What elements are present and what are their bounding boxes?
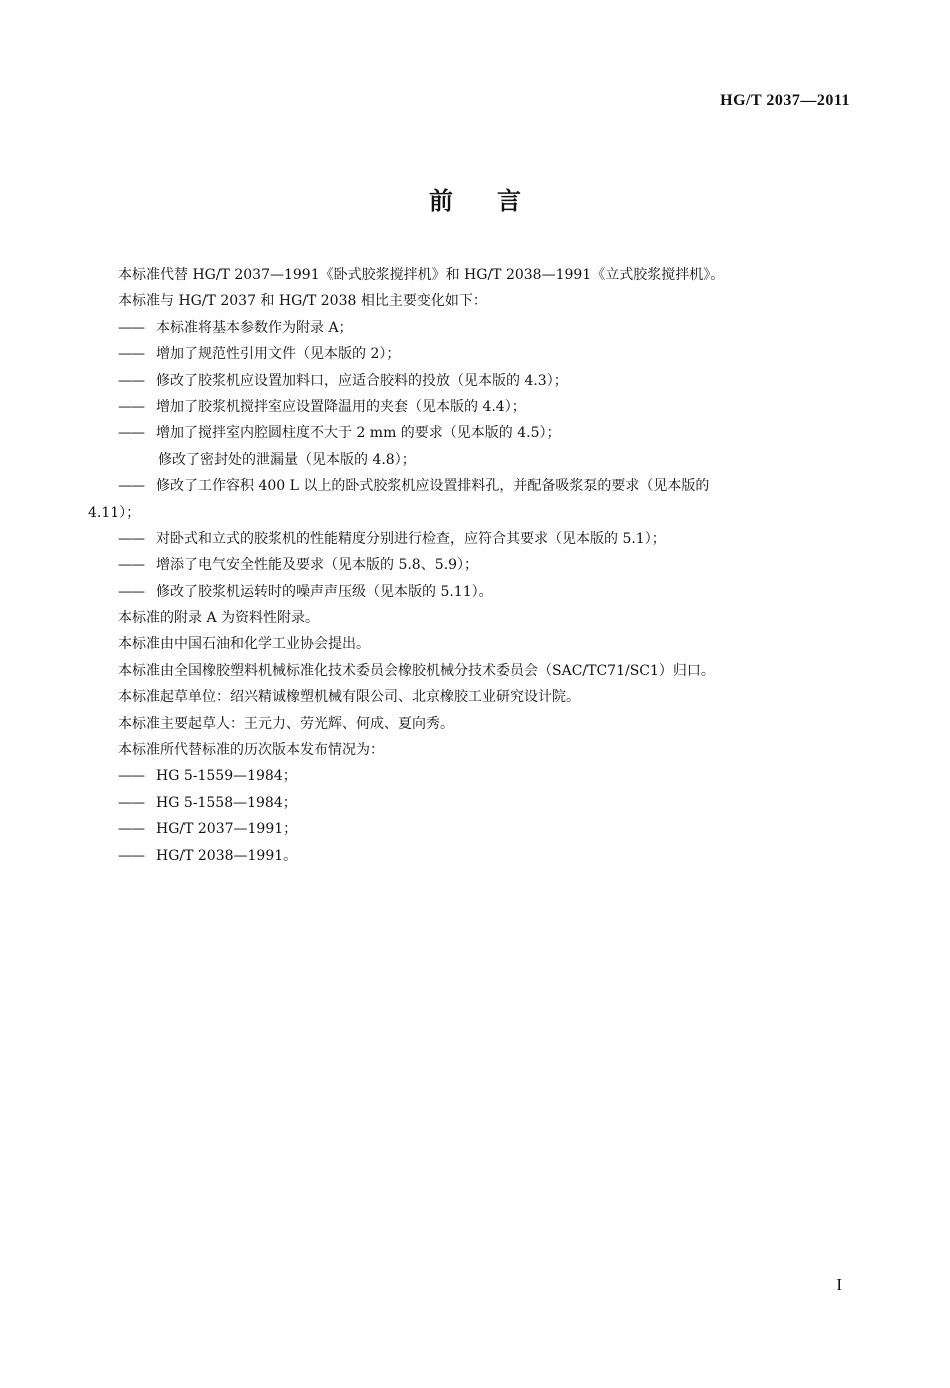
history-item-text: HG/T 2038—1991。: [156, 847, 298, 864]
paragraph: 本标准与 HG/T 2037 和 HG/T 2038 相比主要变化如下：: [118, 293, 487, 310]
dash-marker: ——: [118, 583, 144, 600]
dash-marker: ——: [118, 794, 144, 811]
dash-marker: ——: [118, 768, 144, 785]
list-item: [88, 394, 864, 420]
paragraph: 本标准由全国橡胶塑料机械标准化技术委员会橡胶机械分技术委员会（SAC/TC71/SC1）归口。: [118, 662, 715, 679]
dash-marker: ——: [118, 346, 144, 363]
list-item-text: 对卧式和立式的胶浆机的性能精度分别进行检查，应符合其要求（见本版的 5.1）；: [156, 530, 666, 547]
list-item-text: 修改了胶浆机运转时的噪声声压级（见本版的 5.11）。: [156, 583, 493, 600]
list-item: [88, 368, 864, 394]
dash-marker: ——: [118, 398, 144, 415]
list-item: [88, 447, 864, 473]
history-item: [88, 816, 864, 842]
dash-marker: ——: [118, 319, 144, 336]
list-item-text: 本标准将基本参数作为附录 A；: [156, 319, 353, 336]
history-item-text: HG 5-1559—1984；: [156, 768, 297, 785]
dash-marker: ——: [118, 478, 144, 495]
list-item-continuation: 4.11）；: [88, 504, 141, 521]
list-item-text: 增加了胶浆机搅拌室应设置降温用的夹套（见本版的 4.4）；: [156, 398, 526, 415]
list-item-text: 修改了密封处的泄漏量（见本版的 4.8）；: [158, 451, 416, 468]
paragraph: 本标准所代替标准的历次版本发布情况为：: [118, 742, 384, 759]
dash-marker: ——: [118, 821, 144, 838]
standard-code: HG/T 2037—2011: [720, 92, 850, 109]
list-item: [88, 579, 864, 605]
list-item: [88, 552, 864, 578]
paragraph: 本标准代替 HG/T 2037—1991《卧式胶浆搅拌机》和 HG/T 2038—1991《立式胶浆搅拌机》。: [118, 267, 725, 283]
document-body: [88, 262, 864, 869]
list-item: [88, 341, 864, 367]
dash-marker: ——: [118, 425, 144, 442]
list-item-text: 修改了胶浆机应设置加料口，应适合胶料的投放（见本版的 4.3）；: [156, 372, 568, 389]
dash-marker: ——: [118, 530, 144, 547]
paragraph: 本标准的附录 A 为资料性附录。: [118, 610, 320, 627]
dash-marker: ——: [118, 847, 144, 864]
dash-marker: ——: [118, 557, 144, 574]
history-item-text: HG/T 2037—1991；: [156, 821, 298, 838]
paragraph: 本标准由中国石油和化学工业协会提出。: [118, 636, 370, 653]
paragraph: 本标准主要起草人：王元力、劳光辉、何成、夏向秀。: [118, 715, 454, 732]
paragraph: 本标准起草单位：绍兴精诚橡塑机械有限公司、北京橡胶工业研究设计院。: [118, 689, 580, 706]
dash-marker: ——: [118, 372, 144, 389]
list-item-text: 增添了电气安全性能及要求（见本版的 5.8、5.9）；: [156, 557, 478, 574]
list-item-text: 增加了搅拌室内腔圆柱度不大于 2 mm 的要求（见本版的 4.5）；: [156, 425, 561, 442]
history-item: [88, 763, 864, 789]
history-item: [88, 790, 864, 816]
page-number: I: [836, 1275, 842, 1294]
history-item: [88, 843, 864, 869]
list-item: [88, 526, 864, 552]
list-item: [88, 473, 864, 499]
list-item: [88, 315, 864, 341]
list-item-text: 增加了规范性引用文件（见本版的 2）；: [156, 346, 401, 363]
list-item: [88, 420, 864, 446]
page-title: 前言: [429, 187, 565, 215]
list-item-text: 修改了工作容积 400 L 以上的卧式胶浆机应设置排料孔，并配备吸浆泵的要求（见本版的: [156, 478, 710, 495]
history-item-text: HG 5-1558—1984；: [156, 794, 297, 811]
